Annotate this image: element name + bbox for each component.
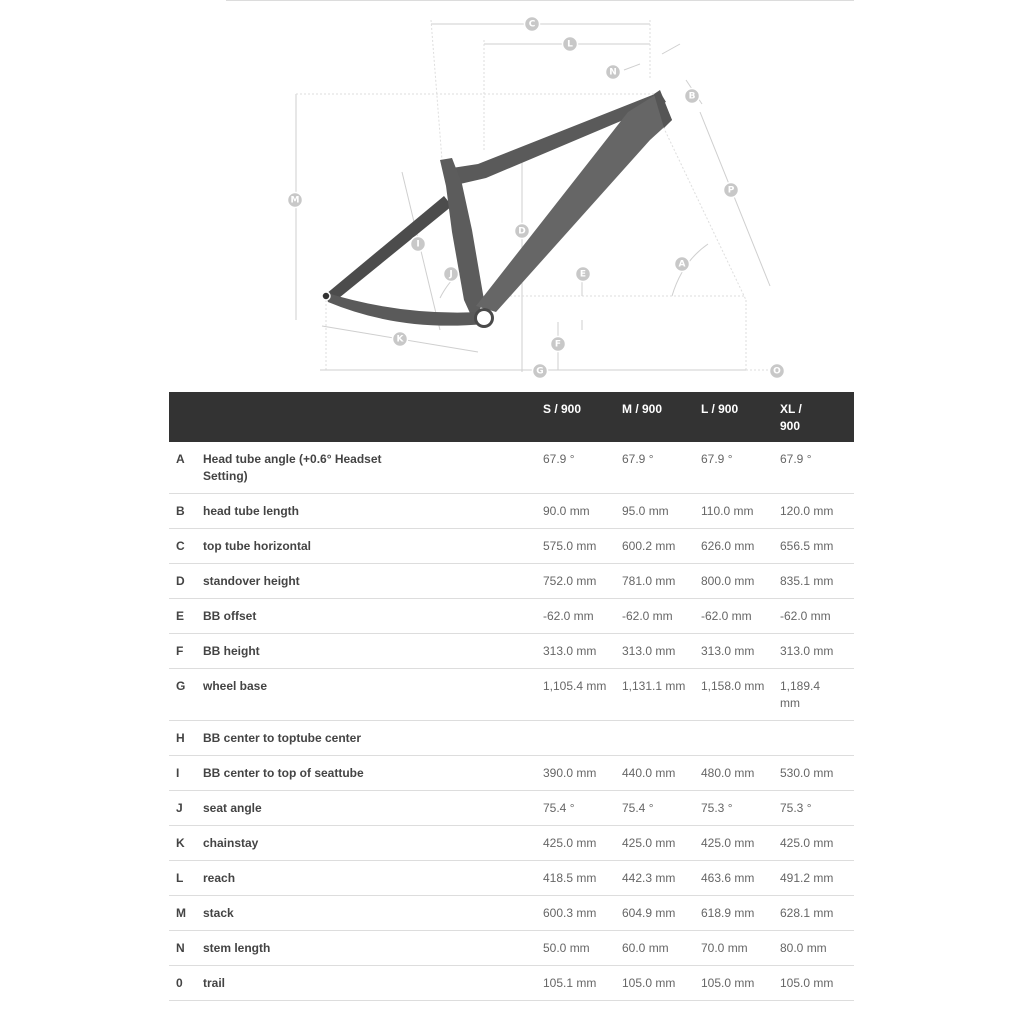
dimension-badge-label: B — [688, 91, 696, 102]
table-row — [169, 564, 854, 599]
row-code: A — [169, 442, 199, 494]
row-value: 67.9 ° — [776, 442, 854, 494]
row-label: stem length — [199, 931, 539, 966]
table-row — [169, 966, 854, 1001]
row-value: 75.3 ° — [697, 791, 776, 826]
row-value: 1,105.4 mm — [539, 669, 618, 721]
row-value — [539, 721, 618, 756]
row-value: 656.5 mm — [776, 529, 854, 564]
dimension-badge-label: F — [554, 339, 562, 350]
dimension-badge-label: J — [449, 269, 453, 280]
header-code — [169, 392, 199, 442]
row-value: 418.5 mm — [539, 861, 618, 896]
row-value: 105.0 mm — [618, 966, 697, 1001]
table-row — [169, 529, 854, 564]
table-row — [169, 896, 854, 931]
dimension-badge-l — [563, 37, 578, 52]
row-value: 628.1 mm — [776, 896, 854, 931]
table-row — [169, 861, 854, 896]
row-value: 463.6 mm — [697, 861, 776, 896]
dimension-badge-d — [515, 224, 530, 239]
row-value: 75.4 ° — [618, 791, 697, 826]
dimension-badge-b — [685, 89, 700, 104]
rear-dropout — [322, 292, 330, 300]
table-row — [169, 721, 854, 756]
row-value: 95.0 mm — [618, 494, 697, 529]
header-size-s: S / 900 — [539, 392, 618, 442]
row-code: G — [169, 669, 199, 721]
row-value: 626.0 mm — [697, 529, 776, 564]
row-value — [776, 721, 854, 756]
dimension-badge-o — [770, 364, 785, 379]
row-value: 75.3 ° — [776, 791, 854, 826]
table-row — [169, 494, 854, 529]
row-label: BB height — [199, 634, 539, 669]
row-value: -62.0 mm — [697, 599, 776, 634]
row-value: 90.0 mm — [539, 494, 618, 529]
row-value — [618, 721, 697, 756]
row-label: head tube length — [199, 494, 539, 529]
table-body — [169, 442, 854, 1001]
row-code: 0 — [169, 966, 199, 1001]
row-value: 752.0 mm — [539, 564, 618, 599]
dimension-badge-j — [444, 267, 459, 282]
header-size-m: M / 900 — [618, 392, 697, 442]
dimension-badge-c — [525, 17, 540, 32]
row-label: wheel base — [199, 669, 539, 721]
row-value: 313.0 mm — [539, 634, 618, 669]
dimension-badge-label: D — [518, 226, 526, 237]
table-row — [169, 442, 854, 494]
row-value: 604.9 mm — [618, 896, 697, 931]
geometry-table — [169, 392, 854, 1001]
row-value: 105.1 mm — [539, 966, 618, 1001]
row-label: BB center to top of seattube — [199, 756, 539, 791]
table-row — [169, 669, 854, 721]
row-value: 105.0 mm — [776, 966, 854, 1001]
row-value: 313.0 mm — [697, 634, 776, 669]
seat-stay — [326, 196, 452, 302]
dimension-badge-label: I — [416, 239, 420, 250]
dimension-badge-label: N — [609, 67, 617, 78]
row-value: 390.0 mm — [539, 756, 618, 791]
table-row — [169, 931, 854, 966]
row-label: standover height — [199, 564, 539, 599]
row-value: 75.4 ° — [539, 791, 618, 826]
row-code: J — [169, 791, 199, 826]
header-label — [199, 392, 539, 442]
dimension-badge-f — [551, 337, 566, 352]
row-code: I — [169, 756, 199, 791]
dimension-badge-label: A — [678, 259, 686, 270]
dimension-badge-label: O — [773, 366, 781, 377]
row-code: L — [169, 861, 199, 896]
dimension-lines — [296, 20, 770, 372]
dimension-badge-k — [393, 332, 408, 347]
dimension-badge-n — [606, 65, 621, 80]
row-code: N — [169, 931, 199, 966]
row-value: -62.0 mm — [618, 599, 697, 634]
row-value: 618.9 mm — [697, 896, 776, 931]
frame-geometry-diagram — [0, 0, 1024, 392]
dimension-badges — [288, 17, 785, 379]
table-row — [169, 791, 854, 826]
row-value: 575.0 mm — [539, 529, 618, 564]
row-value: 442.3 mm — [618, 861, 697, 896]
dimension-badge-label: G — [536, 366, 544, 377]
table-row — [169, 826, 854, 861]
row-code: E — [169, 599, 199, 634]
table-row — [169, 756, 854, 791]
row-label: top tube horizontal — [199, 529, 539, 564]
row-code: F — [169, 634, 199, 669]
row-value: 530.0 mm — [776, 756, 854, 791]
row-value: 67.9 ° — [539, 442, 618, 494]
row-value: 425.0 mm — [697, 826, 776, 861]
row-code: M — [169, 896, 199, 931]
row-value: 600.2 mm — [618, 529, 697, 564]
row-value: -62.0 mm — [539, 599, 618, 634]
row-value: 313.0 mm — [618, 634, 697, 669]
row-value: 1,158.0 mm — [697, 669, 776, 721]
header-size-xl: XL / 900 — [776, 392, 854, 442]
dimension-badge-label: K — [396, 334, 404, 345]
row-value — [697, 721, 776, 756]
row-value: 425.0 mm — [776, 826, 854, 861]
row-label: reach — [199, 861, 539, 896]
row-value: 1,131.1 mm — [618, 669, 697, 721]
row-value: 425.0 mm — [618, 826, 697, 861]
dimension-badge-i — [411, 237, 426, 252]
header-size-l: L / 900 — [697, 392, 776, 442]
row-label: BB offset — [199, 599, 539, 634]
bike-frame — [322, 90, 672, 328]
row-value: 781.0 mm — [618, 564, 697, 599]
row-value: 105.0 mm — [697, 966, 776, 1001]
row-value: 80.0 mm — [776, 931, 854, 966]
row-value: 67.9 ° — [697, 442, 776, 494]
row-code: C — [169, 529, 199, 564]
row-value: 120.0 mm — [776, 494, 854, 529]
row-value: 480.0 mm — [697, 756, 776, 791]
row-value: 50.0 mm — [539, 931, 618, 966]
table-row — [169, 634, 854, 669]
row-value: 800.0 mm — [697, 564, 776, 599]
row-value: 491.2 mm — [776, 861, 854, 896]
dimension-badge-label: M — [290, 195, 300, 206]
row-label: trail — [199, 966, 539, 1001]
row-value: 70.0 mm — [697, 931, 776, 966]
row-value: 110.0 mm — [697, 494, 776, 529]
dimension-badge-label: E — [579, 269, 587, 280]
dimension-badge-label: C — [528, 19, 536, 30]
row-label: seat angle — [199, 791, 539, 826]
dimension-badge-e — [576, 267, 591, 282]
row-code: D — [169, 564, 199, 599]
row-code: K — [169, 826, 199, 861]
down-tube — [476, 92, 672, 312]
dimension-badge-p — [724, 183, 739, 198]
table-header-row — [169, 392, 854, 442]
row-value: 440.0 mm — [618, 756, 697, 791]
row-value: 835.1 mm — [776, 564, 854, 599]
table-row — [169, 599, 854, 634]
row-label: stack — [199, 896, 539, 931]
chainstay — [324, 292, 484, 326]
row-value: 1,189.4 mm — [776, 669, 854, 721]
row-value: 67.9 ° — [618, 442, 697, 494]
row-value: 600.3 mm — [539, 896, 618, 931]
dimension-badge-label: L — [567, 39, 573, 50]
row-value: 313.0 mm — [776, 634, 854, 669]
dimension-badge-a — [675, 257, 690, 272]
row-value: 60.0 mm — [618, 931, 697, 966]
row-value: 425.0 mm — [539, 826, 618, 861]
dimension-badge-g — [533, 364, 548, 379]
row-code: B — [169, 494, 199, 529]
dimension-badge-m — [288, 193, 303, 208]
row-label: BB center to toptube center — [199, 721, 539, 756]
row-value: -62.0 mm — [776, 599, 854, 634]
row-code: H — [169, 721, 199, 756]
row-label: chainstay — [199, 826, 539, 861]
row-label: Head tube angle (+0.6° Headset Setting) — [199, 442, 539, 494]
dimension-badge-label: P — [727, 185, 735, 196]
